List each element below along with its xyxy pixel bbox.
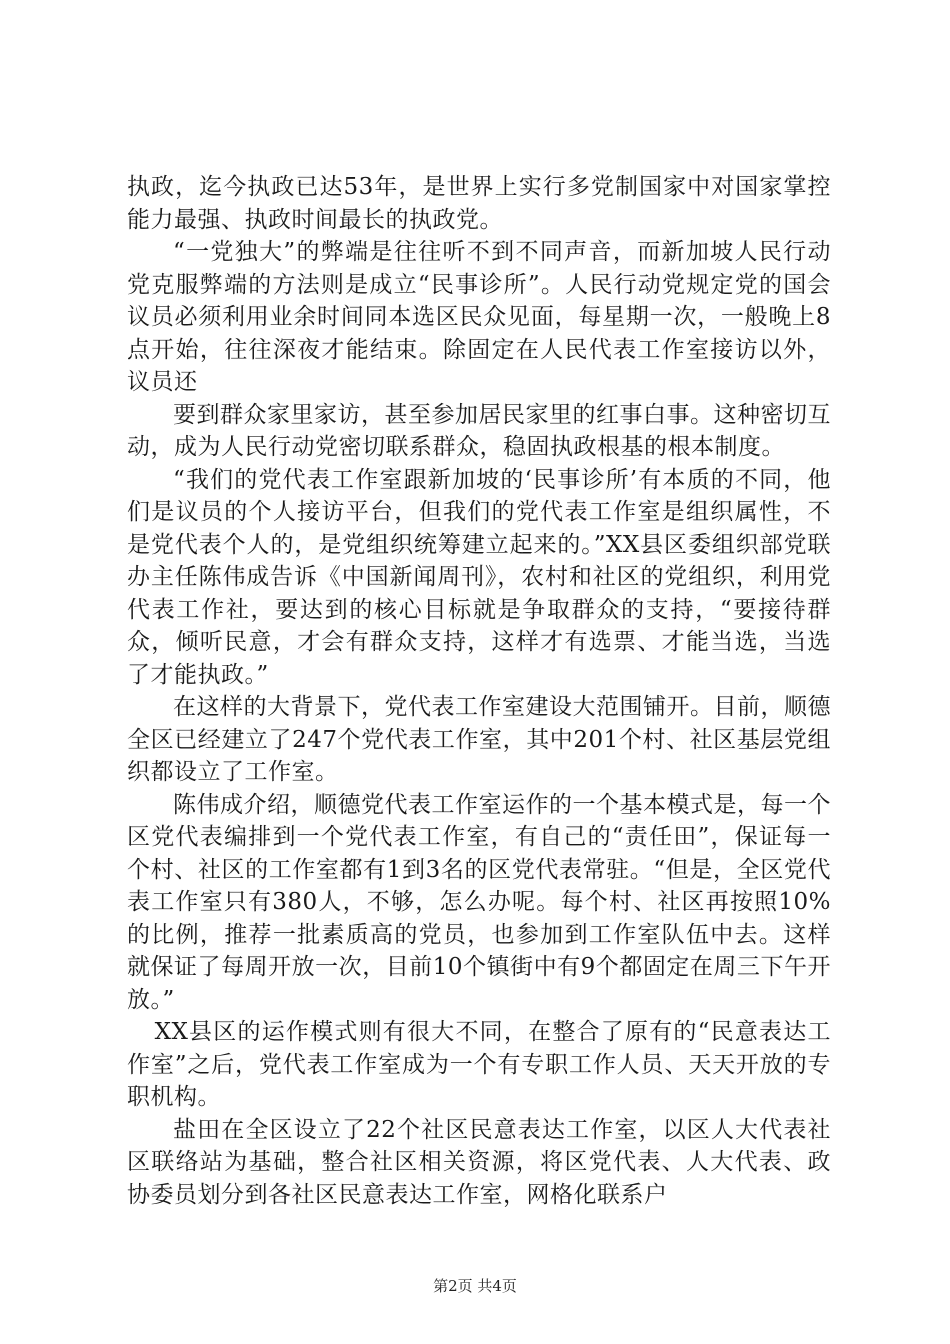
page-number-label: 第2页 共4页 bbox=[433, 1277, 517, 1295]
paragraph-2: “一党独大”的弊端是往往听不到不同声音，而新加坡人民行动党克服弊端的方法则是成立“民事诊所”。人民行动党规定党的国会议员必须利用业余时间同本选区民众见面，每星期一次，一般晚上8点开始，往往深夜才能结束。除固定在人民代表工作室接访以外，议员还 bbox=[127, 239, 831, 395]
paragraph-6: 陈伟成介绍，顺德党代表工作室运作的一个基本模式是，每一个区党代表编排到一个党代表工作室，有自己的“责任田”，保证每一个村、社区的工作室都有1到3名的区党代表常驻。“但是，全区党代表工作室只有380人，不够，怎么办呢。每个村、社区再按照10%的比例，推荐一批素质高的党员，也参加到工作室队伍中去。这样就保证了每周开放一次，目前10个镇街中有9个都固定在周三下午开放。” bbox=[127, 791, 831, 1013]
page-footer bbox=[0, 1276, 950, 1296]
paragraph-1: 执政，迄今执政已达53年，是世界上实行多党制国家中对国家掌控能力最强、执政时间最长的执政党。 bbox=[127, 174, 831, 233]
paragraph-3: 要到群众家里家访，甚至参加居民家里的红事白事。这种密切互动，成为人民行动党密切联系群众，稳固执政根基的根本制度。 bbox=[127, 401, 831, 460]
paragraph-7: XX县区的运作模式则有很大不同，在整合了原有的“民意表达工作室”之后，党代表工作室成为一个有专职工作人员、天天开放的专职机构。 bbox=[127, 1019, 831, 1110]
paragraph-5: 在这样的大背景下，党代表工作室建设大范围铺开。目前，顺德全区已经建立了247个党代表工作室，其中201个村、社区基层党组织都设立了工作室。 bbox=[127, 694, 831, 785]
paragraph-4: “我们的党代表工作室跟新加坡的‘民事诊所’有本质的不同，他们是议员的个人接访平台，但我们的党代表工作室是组织属性，不是党代表个人的，是党组织统筹建立起来的。”XX县区委组织部党联办主任陈伟成告诉《中国新闻周刊》，农村和社区的党组织，利用党代表工作社，要达到的核心目标就是争取群众的支持，“要接待群众，倾听民意，才会有群众支持，这样才有选票、才能当选，当选了才能执政。” bbox=[127, 466, 831, 688]
document-body bbox=[127, 171, 831, 1211]
paragraph-8: 盐田在全区设立了22个社区民意表达工作室，以区人大代表社区联络站为基础，整合社区相关资源，将区党代表、人大代表、政协委员划分到各社区民意表达工作室，网格化联系户 bbox=[127, 1116, 831, 1208]
